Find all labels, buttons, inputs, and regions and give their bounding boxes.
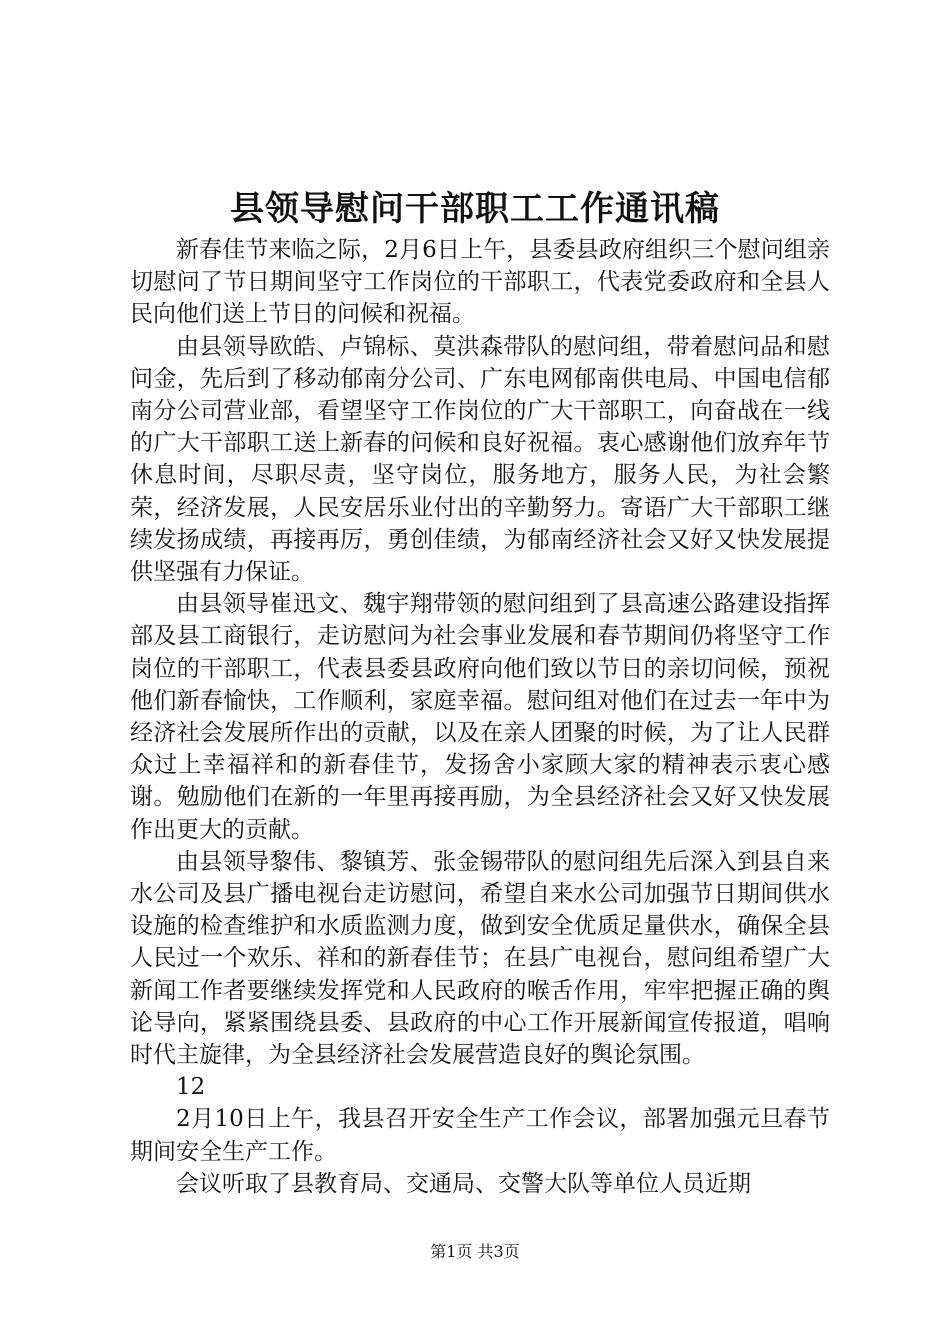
paragraph-4: 由县领导黎伟、黎镇芳、张金锡带队的慰问组先后深入到县自来水公司及县广播电视台走访慰问，希望自来水公司加强节日期间供水设施的检查维护和水质监测力度，做到安全优质足量供水，确保全县人民过一个欢乐、祥和的新春佳节；在县广电视台，慰问组希望广大新闻工作者要继续发挥党和人民政府的喉舌作用，牢牢把握正确的舆论导向，紧紧围绕县委、县政府的中心工作开展新闻宣传报道，唱响时代主旋律，为全县经济社会发展营造良好的舆论氛围。 — [130, 848, 830, 1069]
paragraph-5: 2月10日上午，我县召开安全生产工作会议，部署加强元旦春节期间安全生产工作。 — [130, 1106, 830, 1165]
document-title: 县领导慰问干部职工工作通讯稿 — [230, 189, 720, 229]
paragraph-2: 由县领导欧皓、卢锦标、莫洪森带队的慰问组，带着慰问品和慰问金，先后到了移动郁南分公司、广东电网郁南供电局、中国电信郁南分公司营业部，看望坚守工作岗位的广大干部职工，向奋战在一线的广大干部职工送上新春的问候和良好祝福。衷心感谢他们放弃年节休息时间，尽职尽责，坚守岗位，服务地方，服务人民，为社会繁荣，经济发展，人民安居乐业付出的辛勤努力。寄语广大干部职工继续发扬成绩，再接再厉，勇创佳绩，为郁南经济社会又好又快发展提供坚强有力保证。 — [130, 333, 830, 586]
paragraph-3: 由县领导崔迅文、魏宇翔带领的慰问组到了县高速公路建设指挥部及县工商银行，走访慰问为社会事业发展和春节期间仍将坚守工作岗位的干部职工，代表县委县政府向他们致以节日的亲切问候，预祝他们新春愉快，工作顺利，家庭幸福。慰问组对他们在过去一年中为经济社会发展所作出的贡献，以及在亲人团聚的时候，为了让人民群众过上幸福祥和的新春佳节，发扬舍小家顾大家的精神表示衷心感谢。勉励他们在新的一年里再接再励，为全县经济社会又好又快发展作出更大的贡献。 — [130, 591, 830, 843]
page-footer: 第1页 共3页 — [430, 1242, 520, 1261]
inline-number: 12 — [176, 1074, 206, 1101]
paragraph-6: 会议听取了县教育局、交通局、交警大队等单位人员近期 — [176, 1170, 751, 1197]
paragraph-1: 新春佳节来临之际，2月6日上午，县委县政府组织三个慰问组亲切慰问了节日期间坚守工作岗位的干部职工，代表党委政府和全县人民向他们送上节日的问候和祝福。 — [130, 237, 830, 328]
document-body — [130, 234, 830, 1200]
